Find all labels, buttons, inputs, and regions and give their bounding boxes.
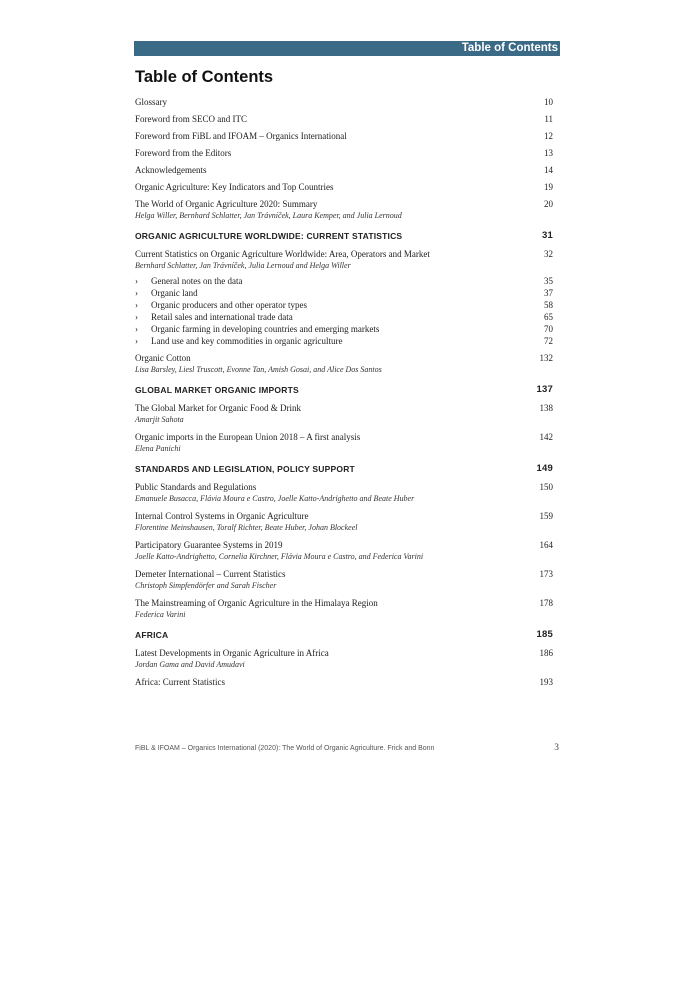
toc-title: STANDARDS AND LEGISLATION, POLICY SUPPORT: [135, 464, 355, 474]
toc-title: Land use and key commodities in organic agriculture: [151, 336, 343, 346]
toc-title: Public Standards and Regulations: [135, 482, 257, 492]
toc-title: Foreword from the Editors: [135, 148, 232, 158]
toc-page-number: 11: [544, 114, 553, 124]
toc-title: Foreword from SECO and ITC: [135, 114, 247, 124]
toc-entry[interactable]: [135, 130, 553, 142]
toc-page-number: 173: [539, 569, 553, 579]
toc-page-number: 185: [536, 629, 553, 640]
toc-entry[interactable]: [135, 597, 553, 621]
toc-authors: Bernhard Schlatter, Jan Trávníček, Julia Lernoud and Helga Willer: [135, 261, 351, 270]
toc-entry[interactable]: [135, 647, 553, 671]
toc-entry[interactable]: [135, 198, 553, 222]
toc-entry[interactable]: [135, 539, 553, 563]
toc-authors: Joelle Katto-Andrighetto, Cornelia Kirchner, Flávia Moura e Castro, and Federica Varini: [135, 552, 424, 561]
toc-title: Retail sales and international trade data: [151, 312, 293, 322]
toc-authors: Lisa Barsley, Liesl Truscott, Evonne Tan, Amish Gosai, and Alice Dos Santos: [135, 365, 382, 374]
table-of-contents: [135, 96, 553, 688]
toc-page-number: 12: [544, 131, 553, 141]
toc-authors: Elena Panichi: [135, 444, 181, 453]
toc-page-number: 13: [544, 148, 553, 158]
toc-title: Foreword from FiBL and IFOAM – Organics International: [135, 131, 347, 141]
toc-page-number: 14: [544, 165, 553, 175]
toc-entry[interactable]: [135, 113, 553, 125]
toc-title: Current Statistics on Organic Agriculture Worldwide: Area, Operators and Market: [135, 249, 430, 259]
toc-title: ORGANIC AGRICULTURE WORLDWIDE: CURRENT STATISTICS: [135, 231, 403, 241]
toc-entry[interactable]: [135, 248, 553, 272]
toc-title: Organic farming in developing countries and emerging markets: [151, 324, 380, 334]
toc-entry[interactable]: [135, 147, 553, 159]
toc-section-heading[interactable]: [135, 629, 553, 641]
toc-title: General notes on the data: [151, 276, 243, 286]
toc-sub-item[interactable]: [135, 335, 553, 347]
toc-authors: Christoph Simpfendörfer and Sarah Fischer: [135, 581, 277, 590]
page-footer: [135, 745, 559, 752]
toc-page-number: 31: [542, 230, 553, 241]
toc-page-number: 186: [539, 648, 553, 658]
toc-title: Latest Developments in Organic Agriculture in Africa: [135, 648, 329, 658]
toc-sub-item[interactable]: [135, 287, 553, 299]
toc-title: Participatory Guarantee Systems in 2019: [135, 540, 283, 550]
toc-sub-item[interactable]: [135, 323, 553, 335]
bullet-chevron-icon: ›: [135, 300, 138, 310]
toc-authors: Jordan Gama and David Amudavi: [135, 660, 245, 669]
toc-page-number: 37: [544, 288, 553, 298]
toc-sub-item[interactable]: [135, 299, 553, 311]
toc-page-number: 72: [544, 336, 553, 346]
toc-page-number: 65: [544, 312, 553, 322]
bullet-chevron-icon: ›: [135, 312, 138, 322]
toc-page-number: 58: [544, 300, 553, 310]
toc-entry[interactable]: [135, 676, 553, 688]
toc-section-heading[interactable]: [135, 384, 553, 396]
toc-page-number: 149: [536, 463, 553, 474]
toc-page-number: 35: [544, 276, 553, 286]
toc-entry[interactable]: [135, 402, 553, 426]
toc-title: Acknowledgements: [135, 165, 207, 175]
toc-title: Organic producers and other operator types: [151, 300, 308, 310]
toc-entry[interactable]: [135, 568, 553, 592]
toc-page-number: 193: [539, 677, 553, 687]
toc-page-number: 159: [539, 511, 553, 521]
page-number: 3: [554, 743, 559, 753]
toc-entry[interactable]: [135, 431, 553, 455]
running-header-label: Table of Contents: [461, 42, 558, 54]
toc-title: GLOBAL MARKET ORGANIC IMPORTS: [135, 385, 299, 395]
toc-section-heading[interactable]: [135, 463, 553, 475]
toc-authors: Florentine Meinshausen, Toralf Richter, Beate Huber, Johan Blockeel: [135, 523, 358, 532]
toc-title: The World of Organic Agriculture 2020: Summary: [135, 199, 318, 209]
running-header-bar: [134, 41, 560, 56]
toc-entry[interactable]: [135, 510, 553, 534]
toc-title: Glossary: [135, 97, 167, 107]
bullet-chevron-icon: ›: [135, 276, 138, 286]
toc-title: Organic Agriculture: Key Indicators and Top Countries: [135, 182, 334, 192]
toc-entry[interactable]: [135, 352, 553, 376]
toc-title: Africa: Current Statistics: [135, 677, 225, 687]
toc-page-number: 138: [539, 403, 553, 413]
toc-title: Internal Control Systems in Organic Agriculture: [135, 511, 309, 521]
toc-title: The Mainstreaming of Organic Agriculture in the Himalaya Region: [135, 598, 378, 608]
footer-citation: FiBL & IFOAM – Organics International (2020): The World of Organic Agriculture. Frick and Bonn: [135, 745, 435, 752]
toc-page-number: 164: [539, 540, 553, 550]
toc-authors: Federica Varini: [135, 610, 186, 619]
toc-page-number: 19: [544, 182, 553, 192]
toc-page-number: 142: [539, 432, 553, 442]
toc-entry[interactable]: [135, 181, 553, 193]
toc-page-number: 32: [544, 249, 553, 259]
toc-title: Organic land: [151, 288, 198, 298]
toc-entry[interactable]: [135, 96, 553, 108]
toc-title: AFRICA: [135, 630, 169, 640]
toc-page-number: 10: [544, 97, 553, 107]
toc-title: Demeter International – Current Statistics: [135, 569, 286, 579]
toc-entry[interactable]: [135, 164, 553, 176]
toc-authors: Emanuele Busacca, Flávia Moura e Castro, Joelle Katto-Andrighetto and Beate Huber: [135, 494, 415, 503]
toc-page-number: 70: [544, 324, 553, 334]
toc-authors: Amarjit Sahota: [135, 415, 184, 424]
toc-page-number: 132: [539, 353, 553, 363]
toc-section-heading[interactable]: [135, 230, 553, 242]
toc-title: The Global Market for Organic Food & Drink: [135, 403, 302, 413]
page-title: Table of Contents: [135, 68, 274, 86]
toc-page-number: 20: [544, 199, 553, 209]
toc-entry[interactable]: [135, 481, 553, 505]
bullet-chevron-icon: ›: [135, 336, 138, 346]
toc-title: Organic imports in the European Union 2018 – A first analysis: [135, 432, 361, 442]
toc-authors: Helga Willer, Bernhard Schlatter, Jan Trávníček, Laura Kemper, and Julia Lernoud: [135, 211, 402, 220]
toc-sub-item[interactable]: [135, 311, 553, 323]
toc-sub-item[interactable]: [135, 275, 553, 287]
toc-page-number: 178: [539, 598, 553, 608]
bullet-chevron-icon: ›: [135, 288, 138, 298]
toc-page-number: 137: [536, 384, 553, 395]
toc-page-number: 150: [539, 482, 553, 492]
toc-title: Organic Cotton: [135, 353, 191, 363]
bullet-chevron-icon: ›: [135, 324, 138, 334]
